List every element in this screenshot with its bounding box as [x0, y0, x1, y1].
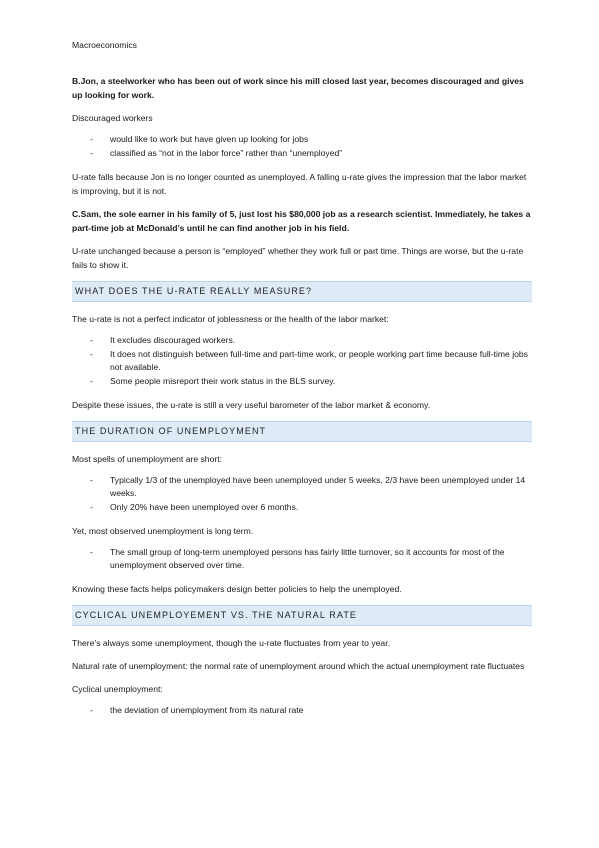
- section2-list: [72, 474, 532, 514]
- discouraged-workers-list: [72, 133, 532, 160]
- cyclical-list: [72, 704, 532, 717]
- section1-intro: The u-rate is not a perfect indicator of joblessness or the health of the labor market:: [72, 314, 389, 324]
- document-header-title: Macroeconomics: [72, 40, 137, 50]
- example-b-paragraph: B.Jon, a steelworker who has been out of work since his mill closed last year, becomes discouraged and gives up looking for work.: [72, 76, 524, 100]
- section-heading-duration: THE DURATION OF UNEMPLOYMENT: [72, 421, 532, 442]
- section2-intro: Most spells of unemployment are short:: [72, 454, 222, 464]
- urate-falls-paragraph: U-rate falls because Jon is no longer counted as unemployed. A falling u-rate gives the impression that the labor market is improving, but it is not.: [72, 172, 527, 196]
- section1-list: [72, 334, 532, 388]
- list-item: - the deviation of unemployment from its natural rate: [72, 704, 532, 717]
- section2-yet: Yet, most observed unemployment is long term.: [72, 526, 254, 536]
- cyclical-label: Cyclical unemployment:: [72, 684, 163, 694]
- section2-yet-list: [72, 546, 532, 572]
- list-item: - The small group of long-term unemployed persons has fairly little turnover, so it accounts for most of the unemployment observed over time.: [72, 546, 532, 572]
- list-item: - It excludes discouraged workers.: [72, 334, 532, 347]
- document-body: [72, 38, 532, 727]
- example-c-paragraph: C.Sam, the sole earner in his family of 5, just lost his $80,000 job as a research scientist. Immediately, he takes a part-time job at McDonald’s until he can find another job in his field.: [72, 209, 531, 233]
- natural-rate-definition: Natural rate of unemployment: the normal rate of unemployment around which the actual unemployment rate fluctuates: [72, 661, 525, 671]
- section-heading-urate-measure: WHAT DOES THE U-RATE REALLY MEASURE?: [72, 281, 532, 302]
- section-heading-cyclical: CYCLICAL UNEMPLOYEMENT VS. THE NATURAL RATE: [72, 605, 532, 626]
- list-item: - would like to work but have given up looking for jobs: [72, 133, 532, 146]
- section3-intro: There’s always some unemployment, though the u-rate fluctuates from year to year.: [72, 638, 390, 648]
- urate-unchanged-paragraph: U-rate unchanged because a person is “employed” whether they work full or part time. Things are worse, but the u-rate fails to show it.: [72, 246, 524, 270]
- list-item: - classified as “not in the labor force” rather than “unemployed”: [72, 147, 532, 160]
- list-item: - Some people misreport their work status in the BLS survey.: [72, 375, 532, 388]
- list-item: - It does not distinguish between full-time and part-time work, or people working part time because full-time jobs not available.: [72, 348, 532, 374]
- list-item: - Typically 1/3 of the unemployed have been unemployed under 5 weeks, 2/3 have been unemployed under 14 weeks.: [72, 474, 532, 500]
- section2-closing: Knowing these facts helps policymakers design better policies to help the unemployed.: [72, 584, 402, 594]
- section1-closing: Despite these issues, the u-rate is still a very useful barometer of the labor market & economy.: [72, 400, 431, 410]
- discouraged-workers-label: Discouraged workers: [72, 113, 153, 123]
- list-item: - Only 20% have been unemployed over 6 months.: [72, 501, 532, 514]
